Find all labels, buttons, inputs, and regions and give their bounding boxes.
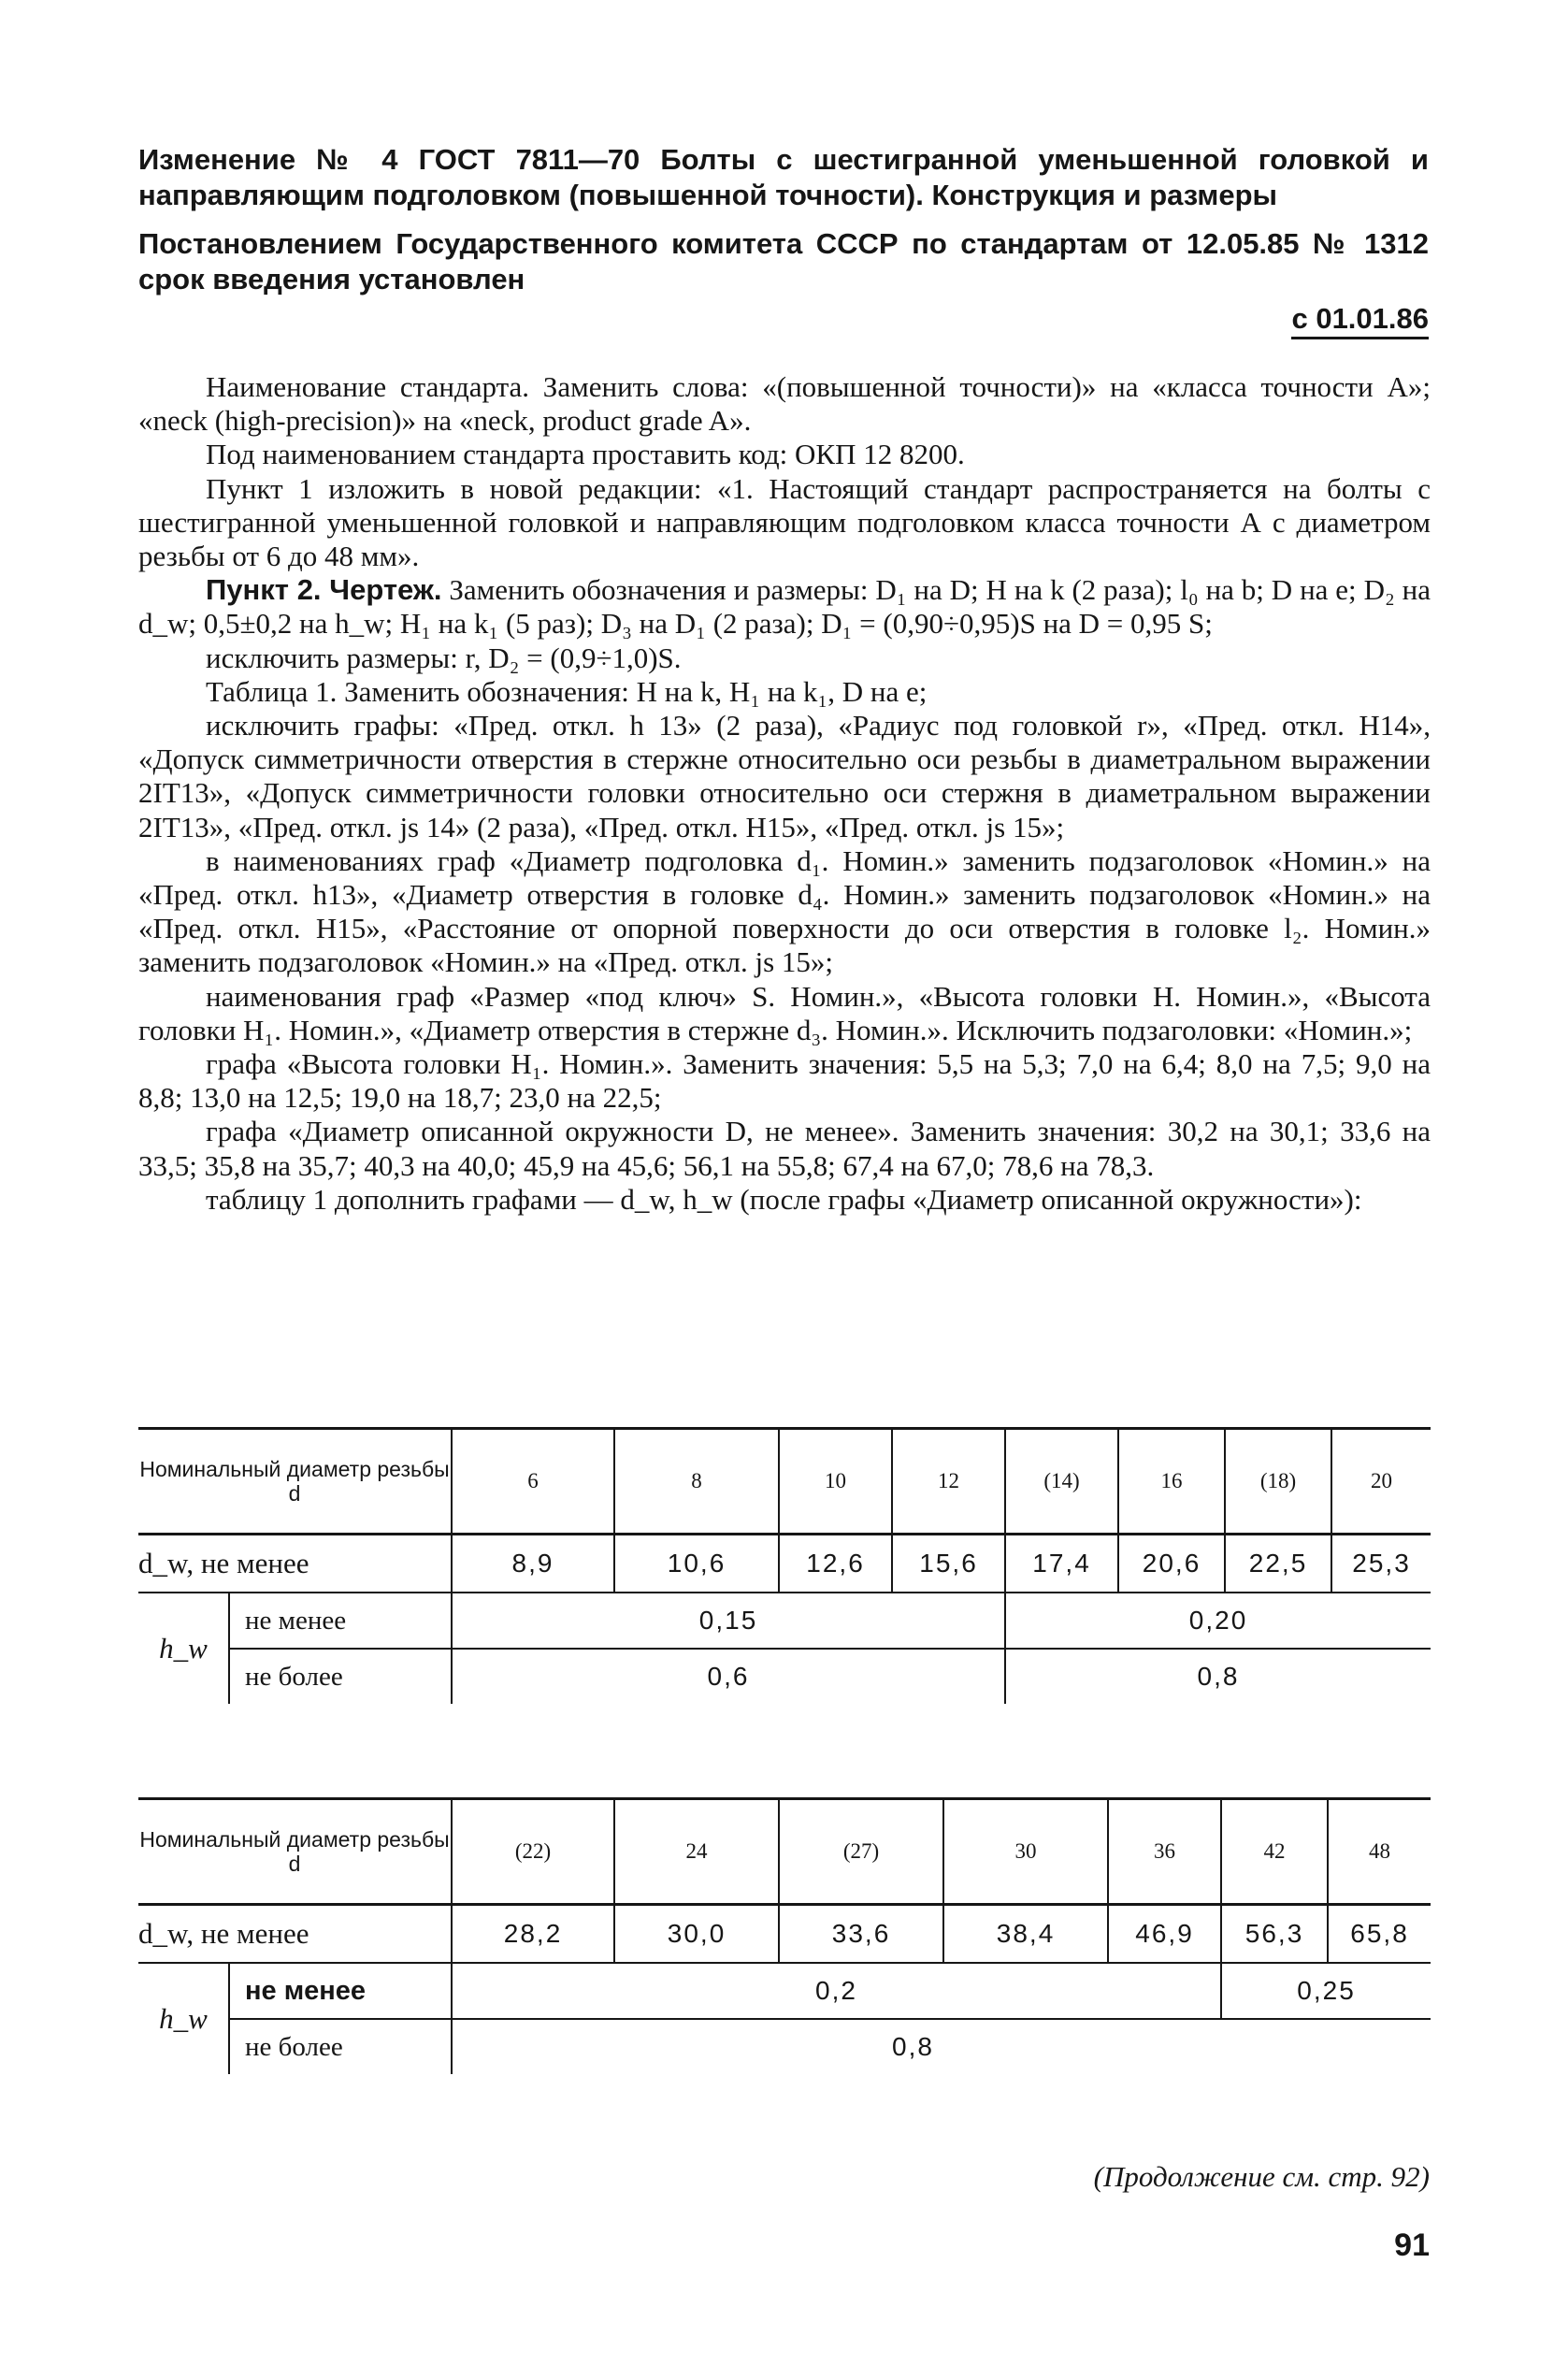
paragraph-12: таблицу 1 дополнить графами — d_w, h_w (после графы «Диаметр описанной окружности»): <box>206 1182 1362 1216</box>
table-1-hw-min-label: не менее <box>229 1593 452 1649</box>
table-2-diameter: 30 <box>943 1799 1108 1905</box>
dimension-table-2 <box>138 1797 1431 2074</box>
table-1-dw-value: 15,6 <box>892 1535 1005 1593</box>
paragraph-5: исключить размеры: r, D₂ = (0,9÷1,0)S. <box>206 641 682 674</box>
decree-line: Постановлением Государственного комитета СССР по стандартам от 12.05.85 № 1312 срок введения установлен <box>138 227 1429 296</box>
table-1-dw-value: 10,6 <box>614 1535 779 1593</box>
table-1-hw-max-value: 0,6 <box>452 1649 1005 1704</box>
table-2-dw-value: 33,6 <box>779 1905 943 1964</box>
table-1-hw-min-row <box>138 1593 1431 1649</box>
table-2-hw-symbol: h_w <box>159 2002 208 2035</box>
table-2-dw-row <box>138 1905 1431 1964</box>
paragraph-6: Таблица 1. Заменить обозначения: H на k, H₁ на k₁, D на e; <box>206 674 928 708</box>
table-1-dw-row <box>138 1535 1431 1593</box>
table-1-header-label: Номинальный диаметр резьбы d <box>138 1429 452 1535</box>
table-2-dw-value: 65,8 <box>1328 1905 1431 1964</box>
table-1-hw-max-row <box>138 1649 1431 1704</box>
table-1-dw-value: 8,9 <box>452 1535 614 1593</box>
paragraph-9: наименования граф «Размер «под ключ» S. Номин.», «Высота головки H. Номин.», «Высота головки H₁. Номин.», «Диаметр отверстия в стержне d₃. Номин.». Исключить подзаголовки: «Номин.»; <box>138 979 1431 1046</box>
amendment-body <box>138 370 1431 1217</box>
table-1-hw-max-value: 0,8 <box>1005 1649 1431 1704</box>
dimension-table-1 <box>138 1427 1431 1704</box>
paragraph-1: Наименование стандарта. Заменить слова: «(повышенной точности)» на «класса точности А»; «neck (high-precision)» на «neck, product grade A». <box>138 370 1431 438</box>
table-1-dw-label: d_w, не менее <box>138 1535 452 1593</box>
table-2-diameter: 42 <box>1221 1799 1328 1905</box>
paragraph-2: Под наименованием стандарта проставить код: ОКП 12 8200. <box>206 438 965 471</box>
table-2-hw-max-label: не более <box>229 2019 452 2074</box>
table-2-diameter: 48 <box>1328 1799 1431 1905</box>
table-2-dw-value: 56,3 <box>1221 1905 1328 1964</box>
paragraph-7: исключить графы: «Пред. откл. h 13» (2 раза), «Радиус под головкой r», «Пред. откл. H14», «Допуск симметричности отверстия в стержне относительно оси резьбы в диаметральном выражении 2IT13», «Допуск симметричности головки относительно оси стержня в диаметральном выражении 2IT13», «Пред. откл. js 14» (2 раза), «Пред. откл. H15», «Пред. откл. js 15»; <box>138 709 1431 843</box>
table-2-diameter: 36 <box>1108 1799 1221 1905</box>
table-2-diameter: (27) <box>779 1799 943 1905</box>
table-2-header-label: Номинальный диаметр резьбы d <box>138 1799 452 1905</box>
amendment-title: Изменение № 4 ГОСТ 7811—70 Болты с шестигранной уменьшенной головкой и направляющим подголовком (повышенной точности). Конструкция и размеры <box>138 143 1429 211</box>
table-1-dw-value: 22,5 <box>1225 1535 1331 1593</box>
table-2-header-row <box>138 1799 1431 1905</box>
table-2-diameter: 24 <box>614 1799 779 1905</box>
table-1-diameter: 8 <box>614 1429 779 1535</box>
table-1-diameter: 10 <box>779 1429 892 1535</box>
table-2-hw-min-value: 0,25 <box>1221 1963 1431 2019</box>
amendment-heading <box>138 142 1429 337</box>
table-1-header-row <box>138 1429 1431 1535</box>
paragraph-10: графа «Высота головки H₁. Номин.». Заменить значения: 5,5 на 5,3; 7,0 на 6,4; 8,0 на 7,5; 9,0 на 8,8; 13,0 на 12,5; 19,0 на 18,7; 23,0 на 22,5; <box>138 1047 1431 1115</box>
table-2-hw-max-row <box>138 2019 1431 2074</box>
continuation-note: (Продолжение см. стр. 92) <box>1093 2160 1430 2193</box>
table-2-dw-label: d_w, не менее <box>138 1905 452 1964</box>
table-2-hw-min-label: не менее <box>229 1963 452 2019</box>
table-1-hw-min-value: 0,15 <box>452 1593 1005 1649</box>
paragraph-4 <box>138 573 1431 641</box>
table-2-hw-min-value: 0,2 <box>452 1963 1221 2019</box>
paragraph-3: Пункт 1 изложить в новой редакции: «1. Настоящий стандарт распространяется на болты с шестигранной уменьшенной головкой и направляющим подголовком класса точности А с диаметром резьбы от 6 до 48 мм». <box>138 471 1431 573</box>
table-2-diameter: (22) <box>452 1799 614 1905</box>
table-1-dw-value: 25,3 <box>1331 1535 1431 1593</box>
table-1-diameter: 20 <box>1331 1429 1431 1535</box>
paragraph-4-text: Заменить обозначения и размеры: D₁ на D; H на k (2 раза); l₀ на b; D на e; D₂ на d_w; 0,5±0,2 на h_w; H₁ на k₁ (5 раз); D₃ на D₁ (2 раза); D₁ = (0,90÷0,95)S на D = 0,95 S; <box>138 573 1431 641</box>
table-1-hw-max-label: не более <box>229 1649 452 1704</box>
table-1-diameter: (18) <box>1225 1429 1331 1535</box>
table-1-dw-value: 17,4 <box>1005 1535 1118 1593</box>
table-1-diameter: 6 <box>452 1429 614 1535</box>
table-2-hw-max-value: 0,8 <box>452 2019 1431 2074</box>
paragraph-8: в наименованиях граф «Диаметр подголовка d₁. Номин.» заменить подзаголовок «Номин.» на «Пред. откл. h13», «Диаметр отверстия в головке d₄. Номин.» заменить подзаголовок «Номин.» на «Пред. откл. H15», «Расстояние от опорной поверхности до оси отверстия в головке l₂. Номин.» заменить подзаголовок «Номин.» на «Пред. откл. js 15»; <box>138 843 1431 979</box>
table-1-diameter: (14) <box>1005 1429 1118 1535</box>
table-1-diameter: 12 <box>892 1429 1005 1535</box>
table-2-hw-min-row <box>138 1963 1431 2019</box>
table-1-dw-value: 12,6 <box>779 1535 892 1593</box>
effective-date: с 01.01.86 <box>1291 302 1429 339</box>
table-1-hw-min-value: 0,20 <box>1005 1593 1431 1649</box>
table-2-dw-value: 46,9 <box>1108 1905 1221 1964</box>
table-1-hw-symbol: h_w <box>159 1632 208 1665</box>
paragraph-4-lead: Пункт 2. Чертеж. <box>206 573 442 607</box>
paragraph-11: графа «Диаметр описанной окружности D, не менее». Заменить значения: 30,2 на 30,1; 33,6 на 33,5; 35,8 на 35,7; 40,3 на 40,0; 45,9 на 45,6; 56,1 на 55,8; 67,4 на 67,0; 78,6 на 78,3. <box>138 1115 1431 1182</box>
table-2-dw-value: 30,0 <box>614 1905 779 1964</box>
table-1-dw-value: 20,6 <box>1118 1535 1225 1593</box>
table-1-diameter: 16 <box>1118 1429 1225 1535</box>
table-2-dw-value: 38,4 <box>943 1905 1108 1964</box>
page-number: 91 <box>1394 2227 1430 2263</box>
table-2-dw-value: 28,2 <box>452 1905 614 1964</box>
